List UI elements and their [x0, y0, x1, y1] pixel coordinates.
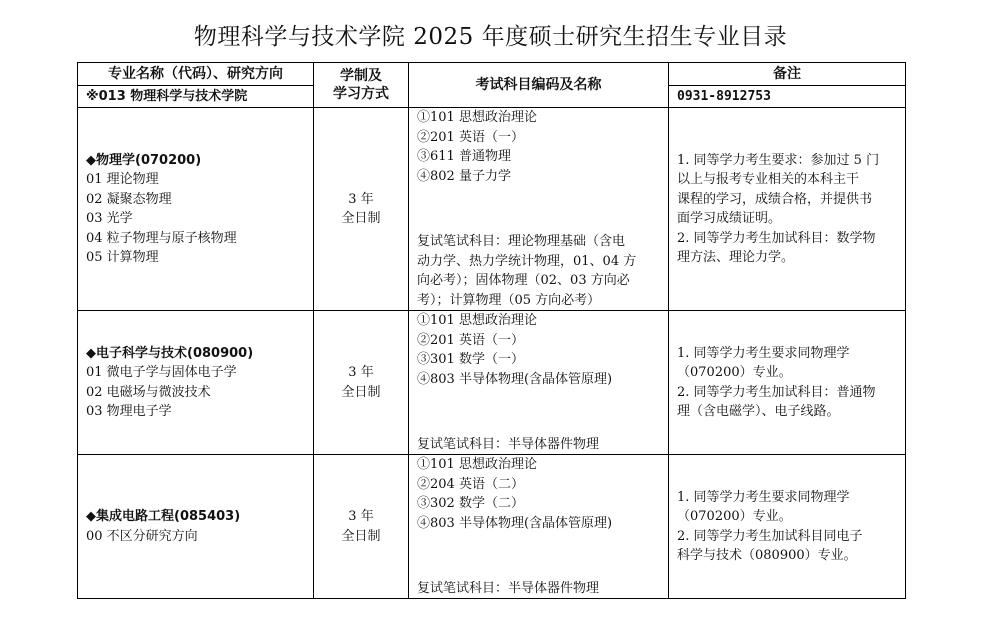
direction-item: 03 光学 [86, 211, 133, 226]
header-mode-line1: 学制及 [340, 68, 382, 84]
major-cell [78, 311, 314, 455]
exam-subject: ④803 半导体物理(含晶体管原理) [417, 515, 613, 531]
note-line: 1. 同等学力考生要求同物理学 [677, 489, 850, 505]
retest-line: 复试笔试科目：半导体器件物理 [417, 436, 600, 452]
study-mode: 全日制 [341, 528, 381, 544]
contact-phone: 0931-8912753 [669, 86, 906, 108]
major-cell [78, 455, 314, 599]
exam-subject: ②201 英语（一） [417, 332, 524, 348]
mode-cell [314, 108, 409, 311]
exam-subject: ③611 普通物理 [417, 149, 511, 164]
note-line: 1. 同等学力考生要求：参加过 5 门 [677, 152, 880, 168]
catalog-table [77, 62, 906, 599]
exam-subject: ③302 数学（二） [417, 496, 524, 511]
page-title: 物理科学与技术学院 2025 年度硕士研究生招生专业目录 [193, 24, 788, 50]
note-line: 以上与报考专业相关的本科主干 [677, 172, 860, 187]
note-line: 课程的学习，成绩合格，并提供书 [677, 191, 873, 207]
direction-item: 02 凝聚态物理 [86, 191, 172, 207]
study-years: 3 年 [348, 191, 374, 207]
direction-item: 01 微电子学与固体电子学 [86, 365, 237, 380]
exam-subject: ①101 思想政治理论 [417, 457, 537, 472]
study-mode: 全日制 [341, 211, 381, 226]
major-name: ◆集成电路工程(085403) [86, 509, 241, 524]
retest-line: 向必考）；固体物理（02、03 方向必 [417, 273, 630, 288]
exam-cell [409, 108, 669, 311]
note-cell [669, 108, 906, 311]
note-line: 理（含电磁学）、电子线路。 [677, 404, 840, 419]
retest-line: 复试笔试科目：理论物理基础（含电 [417, 234, 626, 249]
direction-item: 01 理论物理 [86, 172, 159, 187]
exam-subject: ③301 数学（一） [417, 352, 524, 367]
table-row [78, 311, 906, 455]
exam-subject: ④802 量子力学 [417, 168, 511, 184]
direction-item: 04 粒子物理与原子核物理 [86, 230, 237, 246]
exam-subject: ④803 半导体物理(含晶体管原理) [417, 371, 613, 387]
college-name: ※013 物理科学与技术学院 [78, 86, 314, 108]
header-mode-line2: 学习方式 [333, 86, 389, 102]
direction-item: 05 计算物理 [86, 250, 159, 265]
header-mode [314, 63, 409, 108]
header-exam: 考试科目编码及名称 [409, 63, 669, 108]
major-cell [78, 108, 314, 311]
direction-item: 03 物理电子学 [86, 404, 172, 419]
study-mode: 全日制 [341, 384, 381, 400]
note-line: 2. 同等学力考生加试科目同电子 [677, 528, 863, 544]
retest-subjects [417, 579, 662, 599]
mode-cell [314, 455, 409, 599]
retest-subjects [417, 435, 662, 455]
major-name: ◆物理学(070200) [86, 152, 202, 168]
mode-cell [314, 311, 409, 455]
exam-subject: ①101 思想政治理论 [417, 110, 537, 125]
note-line: （070200）专业。 [677, 365, 792, 380]
header-note: 备注 [669, 63, 906, 86]
direction-item: 02 电磁场与微波技术 [86, 384, 211, 400]
note-cell [669, 311, 906, 455]
table-row [78, 108, 906, 311]
study-years: 3 年 [348, 509, 374, 524]
retest-line: 动力学、热力学统计物理，01、04 方 [417, 253, 637, 269]
exam-subject: ①101 思想政治理论 [417, 313, 537, 328]
exam-cell [409, 311, 669, 455]
table-row [78, 455, 906, 599]
note-line: 1. 同等学力考生要求同物理学 [677, 345, 850, 361]
exam-subject: ②204 英语（二） [417, 476, 524, 492]
exam-cell [409, 455, 669, 599]
note-line: （070200）专业。 [677, 509, 792, 524]
direction-item: 00 不区分研究方向 [86, 528, 198, 544]
note-cell [669, 455, 906, 599]
study-years: 3 年 [348, 365, 374, 380]
retest-subjects [417, 232, 662, 310]
retest-line: 复试笔试科目：半导体器件物理 [417, 580, 600, 596]
major-name: ◆电子科学与技术(080900) [86, 345, 254, 361]
exam-subject: ②201 英语（一） [417, 129, 524, 145]
retest-line: 考）；计算物理（05 方向必考） [417, 292, 601, 308]
note-line: 理方法、理论力学。 [677, 250, 795, 265]
note-line: 科学与技术（080900）专业。 [677, 548, 857, 563]
note-line: 2. 同等学力考生加试科目：数学物 [677, 230, 876, 246]
header-major: 专业名称（代码）、研究方向 [78, 63, 314, 86]
note-line: 面学习成绩证明。 [677, 211, 782, 226]
note-line: 2. 同等学力考生加试科目：普通物 [677, 384, 876, 400]
